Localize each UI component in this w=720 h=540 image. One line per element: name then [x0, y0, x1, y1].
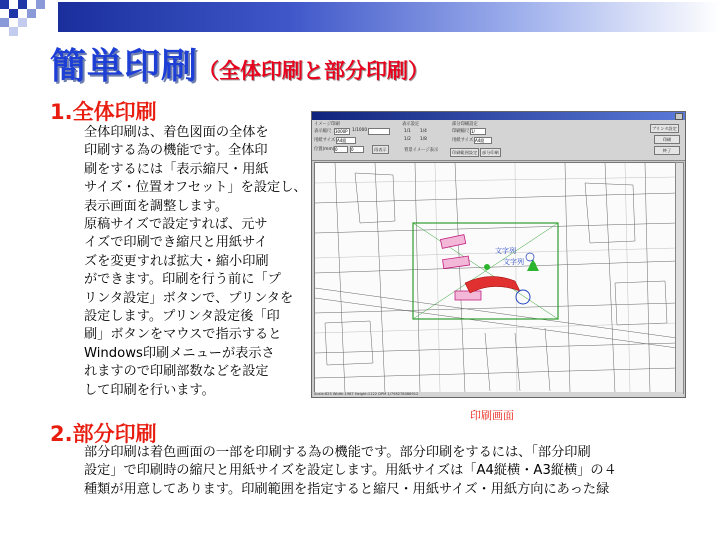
section2-heading: 2.部分印刷: [50, 422, 157, 446]
label-paper: 用紙サイズ: [314, 138, 336, 143]
exit-button: 終了: [654, 146, 680, 155]
group-label-image-print: イメージ印刷: [314, 122, 340, 127]
section1-line: 印刷する為の機能です。全体印: [84, 143, 268, 159]
print-scale-field: [470, 128, 486, 135]
section2-line: 部分印刷は着色画面の一部を印刷する為の機能です。部分印刷をするには、「部分印刷: [84, 445, 591, 460]
header-gradient-bar: [58, 2, 720, 32]
scale-value: 3000P: [335, 129, 348, 134]
section1-line: 刷」ボタンをマウスで指示すると: [84, 327, 282, 343]
print-button: 印刷: [654, 135, 680, 144]
background-image-checkbox: 背景イメージ表示: [404, 148, 439, 153]
group-label-partial: 部分印刷設定: [452, 122, 478, 127]
section1-line: Windows印刷メニューが表示さ: [84, 345, 275, 361]
group-label-display: 表示設定: [402, 122, 420, 127]
section1-line: ズを変更すれば拡大・縮小印刷: [84, 253, 269, 269]
section1-line: 原稿サイズで設定すれば、元サ: [84, 217, 268, 233]
cadastral-map: [315, 163, 677, 393]
printer-settings-button: プリンタ設定: [652, 126, 677, 131]
scale-ratio: 1/1000: [352, 128, 368, 133]
screenshot-caption: 印刷画面: [470, 409, 514, 422]
paper-value: A4縦: [337, 138, 347, 143]
section1-body: [84, 124, 307, 400]
title-sub: （全体印刷と部分印刷）: [198, 59, 430, 83]
window-titlebar: [312, 112, 685, 120]
checker-decoration: [0, 0, 56, 40]
print-size-select: [474, 137, 492, 144]
print-scale-value: 1/: [471, 129, 475, 134]
print-toolbar: [312, 120, 685, 161]
section2-body: [84, 444, 617, 499]
label-offset: 位置(mm): [314, 147, 335, 152]
partial-range-button: 印刷範囲設定: [452, 150, 478, 155]
section2-line: 設定」で印刷時の縮尺と用紙サイズを設定します。用紙サイズは「A4縦横・A3縦横」の４: [84, 463, 617, 479]
offset-x-value: 0: [335, 147, 338, 152]
section1-line: して印刷を行います。: [84, 382, 215, 398]
section1-line: 設定します。プリンタ設定後「印: [84, 309, 280, 325]
section2-line: 種類が用意してあります。印刷範囲を指定すると縮尺・用紙サイズ・用紙方向にあった緑: [84, 481, 610, 497]
status-bar: Scale:625 Width:1967 Height:1122 DPM 1/798278086912: [314, 392, 683, 397]
map-scrollbar: [675, 162, 684, 394]
close-icon: [675, 113, 683, 120]
map-canvas: [314, 162, 678, 394]
section1-line: 刷をするには「表示縮尺・用紙: [84, 161, 269, 177]
option-1-2: 1/2: [404, 137, 411, 142]
print-size-value: A4縦: [475, 138, 485, 143]
offset-y-value: 0: [351, 147, 354, 152]
map-label-1: 文字列: [495, 247, 516, 255]
section1-line: サイズ・位置オフセット」を設定し、: [84, 180, 307, 196]
section1-line: 全体印刷は、着色図面の全体を: [84, 125, 269, 140]
option-1-1: 1/1: [404, 129, 411, 134]
section1-line: れますので印刷部数などを設定: [84, 364, 269, 380]
option-1-4: 1/4: [420, 129, 427, 134]
paper-select: [336, 137, 356, 144]
print-screen-screenshot: [311, 111, 686, 398]
scale-field: [334, 128, 350, 135]
section1-line: リンタ設定」ボタンで、プリンタを: [84, 290, 294, 306]
section1-line: 表示画面を調整します。: [84, 198, 229, 214]
title-main: 簡単印刷: [50, 46, 199, 87]
map-label-2: 文字列: [503, 258, 524, 266]
section1-line: イズで印刷でき縮尺と用紙サイ: [84, 235, 268, 251]
section1-heading: 1.全体印刷: [50, 100, 157, 124]
label-print-scale: 印刷縮尺: [452, 129, 470, 134]
label-scale: 表示縮尺: [314, 129, 332, 134]
page-title: [50, 38, 429, 89]
label-print-size: 用紙サイズ: [452, 138, 474, 143]
option-1-8: 1/8: [420, 137, 427, 142]
offset-y-field: [350, 146, 364, 153]
partial-print-button: 部分印刷: [482, 150, 499, 155]
offset-x-field: [334, 146, 348, 153]
section1-line: ができます。印刷を行う前に「プ: [84, 272, 281, 288]
redisplay-button: 再表示: [374, 147, 387, 152]
scale-select: [368, 128, 390, 135]
